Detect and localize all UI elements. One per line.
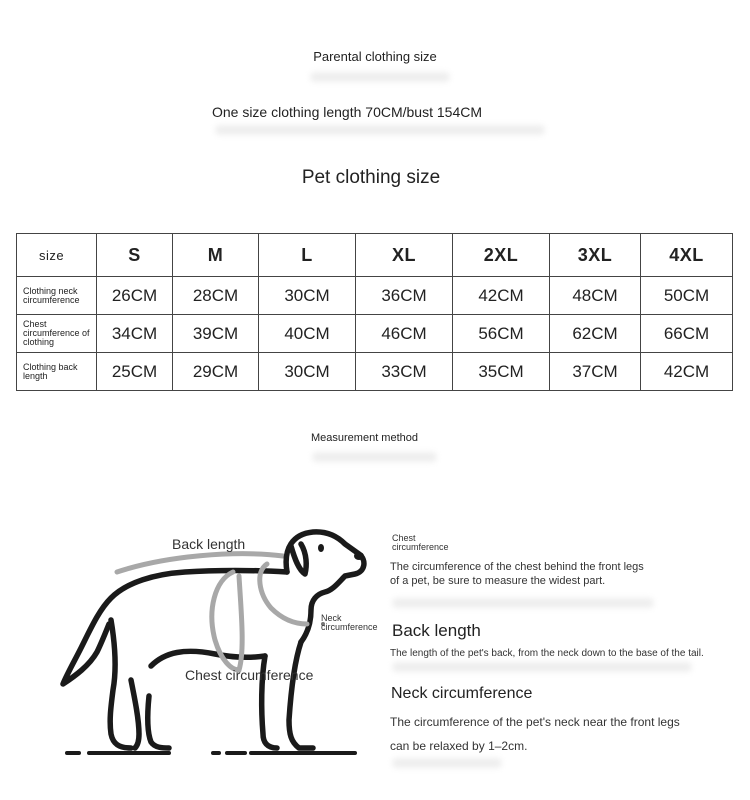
table-cell: 46CM [356,315,453,353]
size-header: 3XL [550,234,641,277]
measurement-title: Measurement method [311,432,418,444]
table-cell: 25CM [97,353,173,391]
neck-diagram-label: Neck circumference [321,613,378,632]
table-cell: 28CM [173,277,259,315]
dog-illustration [55,520,375,765]
dog-nose [354,552,364,560]
back-length-description: The length of the pet's back, from the neck down to the base of the tail. [390,648,704,659]
blurred-translation [310,72,450,82]
size-header: XL [356,234,453,277]
chest-diagram-label: Chest circumference [185,667,314,683]
neck-heading: Neck circumference [391,685,533,702]
table-cell: 62CM [550,315,641,353]
blurred-translation [392,758,502,768]
table-cell: 29CM [173,353,259,391]
row-label: Chest circumference of clothing [17,315,97,353]
table-cell: 26CM [97,277,173,315]
table-cell: 48CM [550,277,641,315]
row-label: Clothing neck circumference [17,277,97,315]
table-cell: 35CM [453,353,550,391]
table-cell: 40CM [259,315,356,353]
table-cell: 66CM [641,315,733,353]
table-cell: 33CM [356,353,453,391]
table-cell: 39CM [173,315,259,353]
blurred-translation [392,598,654,608]
size-header: S [97,234,173,277]
table-row [17,277,733,315]
size-header: 2XL [453,234,550,277]
table-cell: 30CM [259,353,356,391]
table-cell: 42CM [641,353,733,391]
table-cell: 34CM [97,315,173,353]
neck-description: The circumference of the pet's neck near the front legs can be relaxed by 1–2cm. [390,715,680,753]
dog-eye [318,544,324,552]
chest-description: The circumference of the chest behind the front legs of a pet, be sure to measure the widest part. [390,561,644,587]
chest-small-label: Chest circumference [392,533,449,552]
size-header: L [259,234,356,277]
pet-title: Pet clothing size [301,167,441,188]
blurred-translation [215,125,545,135]
parental-spec: One size clothing length 70CM/bust 154CM [211,104,483,120]
table-corner-label: size [17,234,97,277]
table-cell: 56CM [453,315,550,353]
back-length-heading: Back length [392,621,481,640]
row-label: Clothing back length [17,353,97,391]
table-cell: 37CM [550,353,641,391]
table-cell: 50CM [641,277,733,315]
table-cell: 36CM [356,277,453,315]
table-cell: 30CM [259,277,356,315]
size-header: M [173,234,259,277]
table-header-row [17,234,733,277]
parental-title: Parental clothing size [313,49,437,64]
table-cell: 42CM [453,277,550,315]
blurred-translation [312,452,437,462]
table-row [17,353,733,391]
blurred-translation [392,662,692,672]
table-row [17,315,733,353]
size-header: 4XL [641,234,733,277]
size-table [16,233,733,391]
back-length-diagram-label: Back length [172,536,246,552]
